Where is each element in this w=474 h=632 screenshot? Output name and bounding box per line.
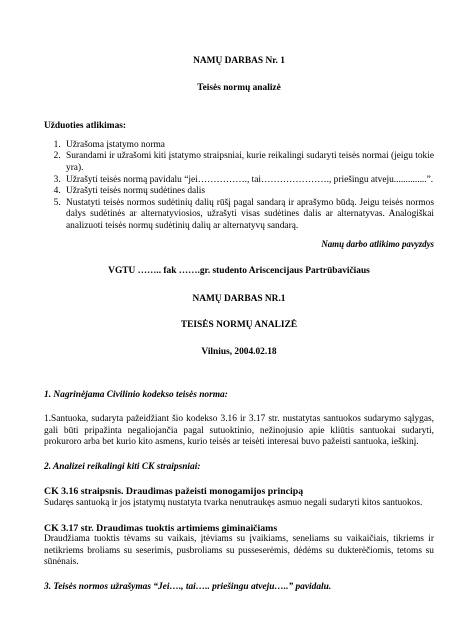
doc-subtitle: Teisės normų analizė (197, 82, 281, 93)
ck316-text: Sudaręs santuoką ir jos įstatymų nustatyta tvarka nenutraukęs asmuo negali sudaryti kitos santuokos. (44, 498, 423, 509)
student-line: VGTU …….. fak …….gr. studento Ariscencijaus Partrūbavičiaus (108, 266, 370, 277)
task-item: 1. Užrašoma įstatymo norma (63, 140, 434, 152)
place-date: Vilnius, 2004.02.18 (201, 346, 277, 357)
example-subtitle: TEISĖS NORMŲ ANALIZĖ (180, 320, 298, 331)
section2-heading: 2. Analizei reikalingi kiti CK straipsniai: (44, 461, 201, 472)
section1-text: 1.Santuoka, sudaryta pažeidžiant šio kodekso 3.16 ir 3.17 str. nustatytas santuokos sudarymo sąlygas, gali būti pripažinta negaliojančia pagal sutuoktinio, nežinojusio apie kliūtis santuokai sudaryti, prokuroro arba bet kurio kito asmens, kurio teisės ar teisėti interesai buvo pažeisti santuoka, ieškinį. (44, 414, 434, 448)
section1-heading: 1. Nagrinėjama Civilinio kodekso teisės norma: (44, 389, 228, 400)
section3-heading: 3. Teisės normos užrašymas “Jei…., tai….. priešingu atveju…..” pavidalu. (44, 582, 332, 593)
tasks-list (44, 140, 434, 233)
doc-title: NAMŲ DARBAS Nr. 1 (193, 56, 285, 66)
task-item: 5. Nustatyti teisės normos sudėtinių dalių rūšį pagal sandarą ir aprašymo būdą. Jeigu teisės normos dalys sudėtinės ar alternatyviosios, užrašyti visas sudėtines dalis ar alternatyvas. Analogiškai analizuoti teisės normų sudėtinių dalių ar alternatyvų sandarą. (63, 198, 434, 233)
task-item: 3. Užrašyti teisės normą pavidalu “jei……………., tai…………………., priešingu atveju..............”. (63, 175, 434, 187)
example-label: Namų darbo atlikimo pavyzdys (321, 238, 434, 249)
task-item: 4. Užrašyti teisės normų sudėtines dalis (63, 186, 434, 198)
tasks-heading: Užduoties atlikimas: (44, 121, 127, 132)
ck317-heading: CK 3.17 str. Draudimas tuoktis artimiems giminaičiams (44, 522, 278, 534)
example-title: NAMŲ DARBAS NR.1 (192, 293, 286, 304)
ck316-heading: CK 3.16 straipsnis. Draudimas pažeisti monogamijos principą (44, 486, 304, 498)
task-item: 2. Surandami ir užrašomi kiti įstatymo straipsniai, kurie reikalingi sudaryti teisės normai (jeigu tokie yra). (63, 151, 434, 174)
ck317-text: Draudžiama tuoktis tėvams su vaikais, įtėviams su įvaikiams, seneliams su vaikaičiais, tikriems ir netikriems broliams su seserimis, pusbroliams su pusseserėmis, dėdėms su dukterėčiomis, tetoms su sūnėnais. (44, 534, 434, 568)
